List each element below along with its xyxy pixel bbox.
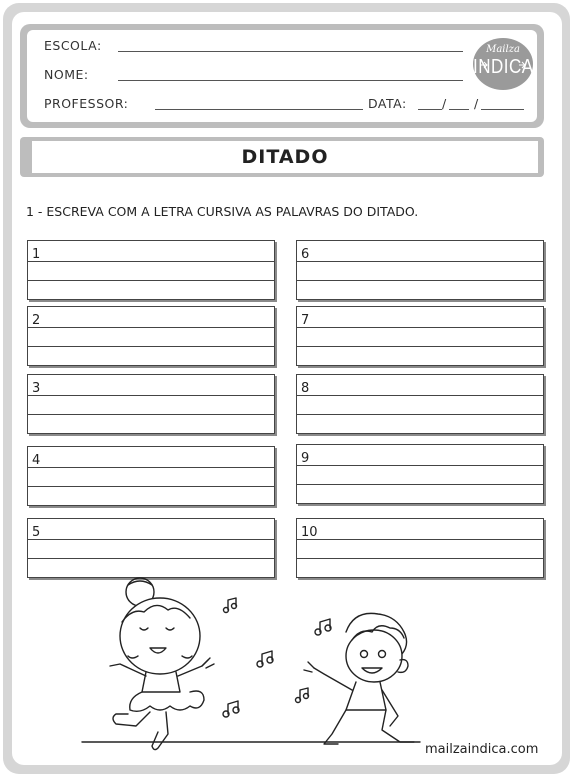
word-box-number: 1 xyxy=(32,247,41,262)
data-label: DATA: xyxy=(368,96,407,111)
website-url: mailzaindica.com xyxy=(425,742,539,757)
date-slash: / xyxy=(442,96,447,111)
word-box-number: 4 xyxy=(32,453,41,468)
ballerina-figure xyxy=(110,578,214,750)
word-box-number: 6 xyxy=(301,247,310,262)
word-box-number: 8 xyxy=(301,381,310,396)
professor-label: PROFESSOR: xyxy=(44,96,129,111)
word-box-number: 5 xyxy=(32,525,41,540)
music-notes xyxy=(223,598,331,717)
instruction-text: 1 - ESCREVA COM A LETRA CURSIVA AS PALAVRAS DO DITADO. xyxy=(26,204,419,219)
escola-label: ESCOLA: xyxy=(44,38,102,53)
logo-script-text: Mailza xyxy=(486,44,520,55)
word-box-number: 3 xyxy=(32,381,41,396)
page-title: DITADO xyxy=(241,146,329,168)
word-box-number: 2 xyxy=(32,313,41,328)
nome-label: NOME: xyxy=(44,67,89,82)
date-slash: / xyxy=(474,96,479,111)
logo-main-text: INDICA xyxy=(473,55,534,78)
word-box-number: 7 xyxy=(301,313,310,328)
word-box-number: 9 xyxy=(301,451,310,466)
word-box-number: 10 xyxy=(301,525,318,540)
